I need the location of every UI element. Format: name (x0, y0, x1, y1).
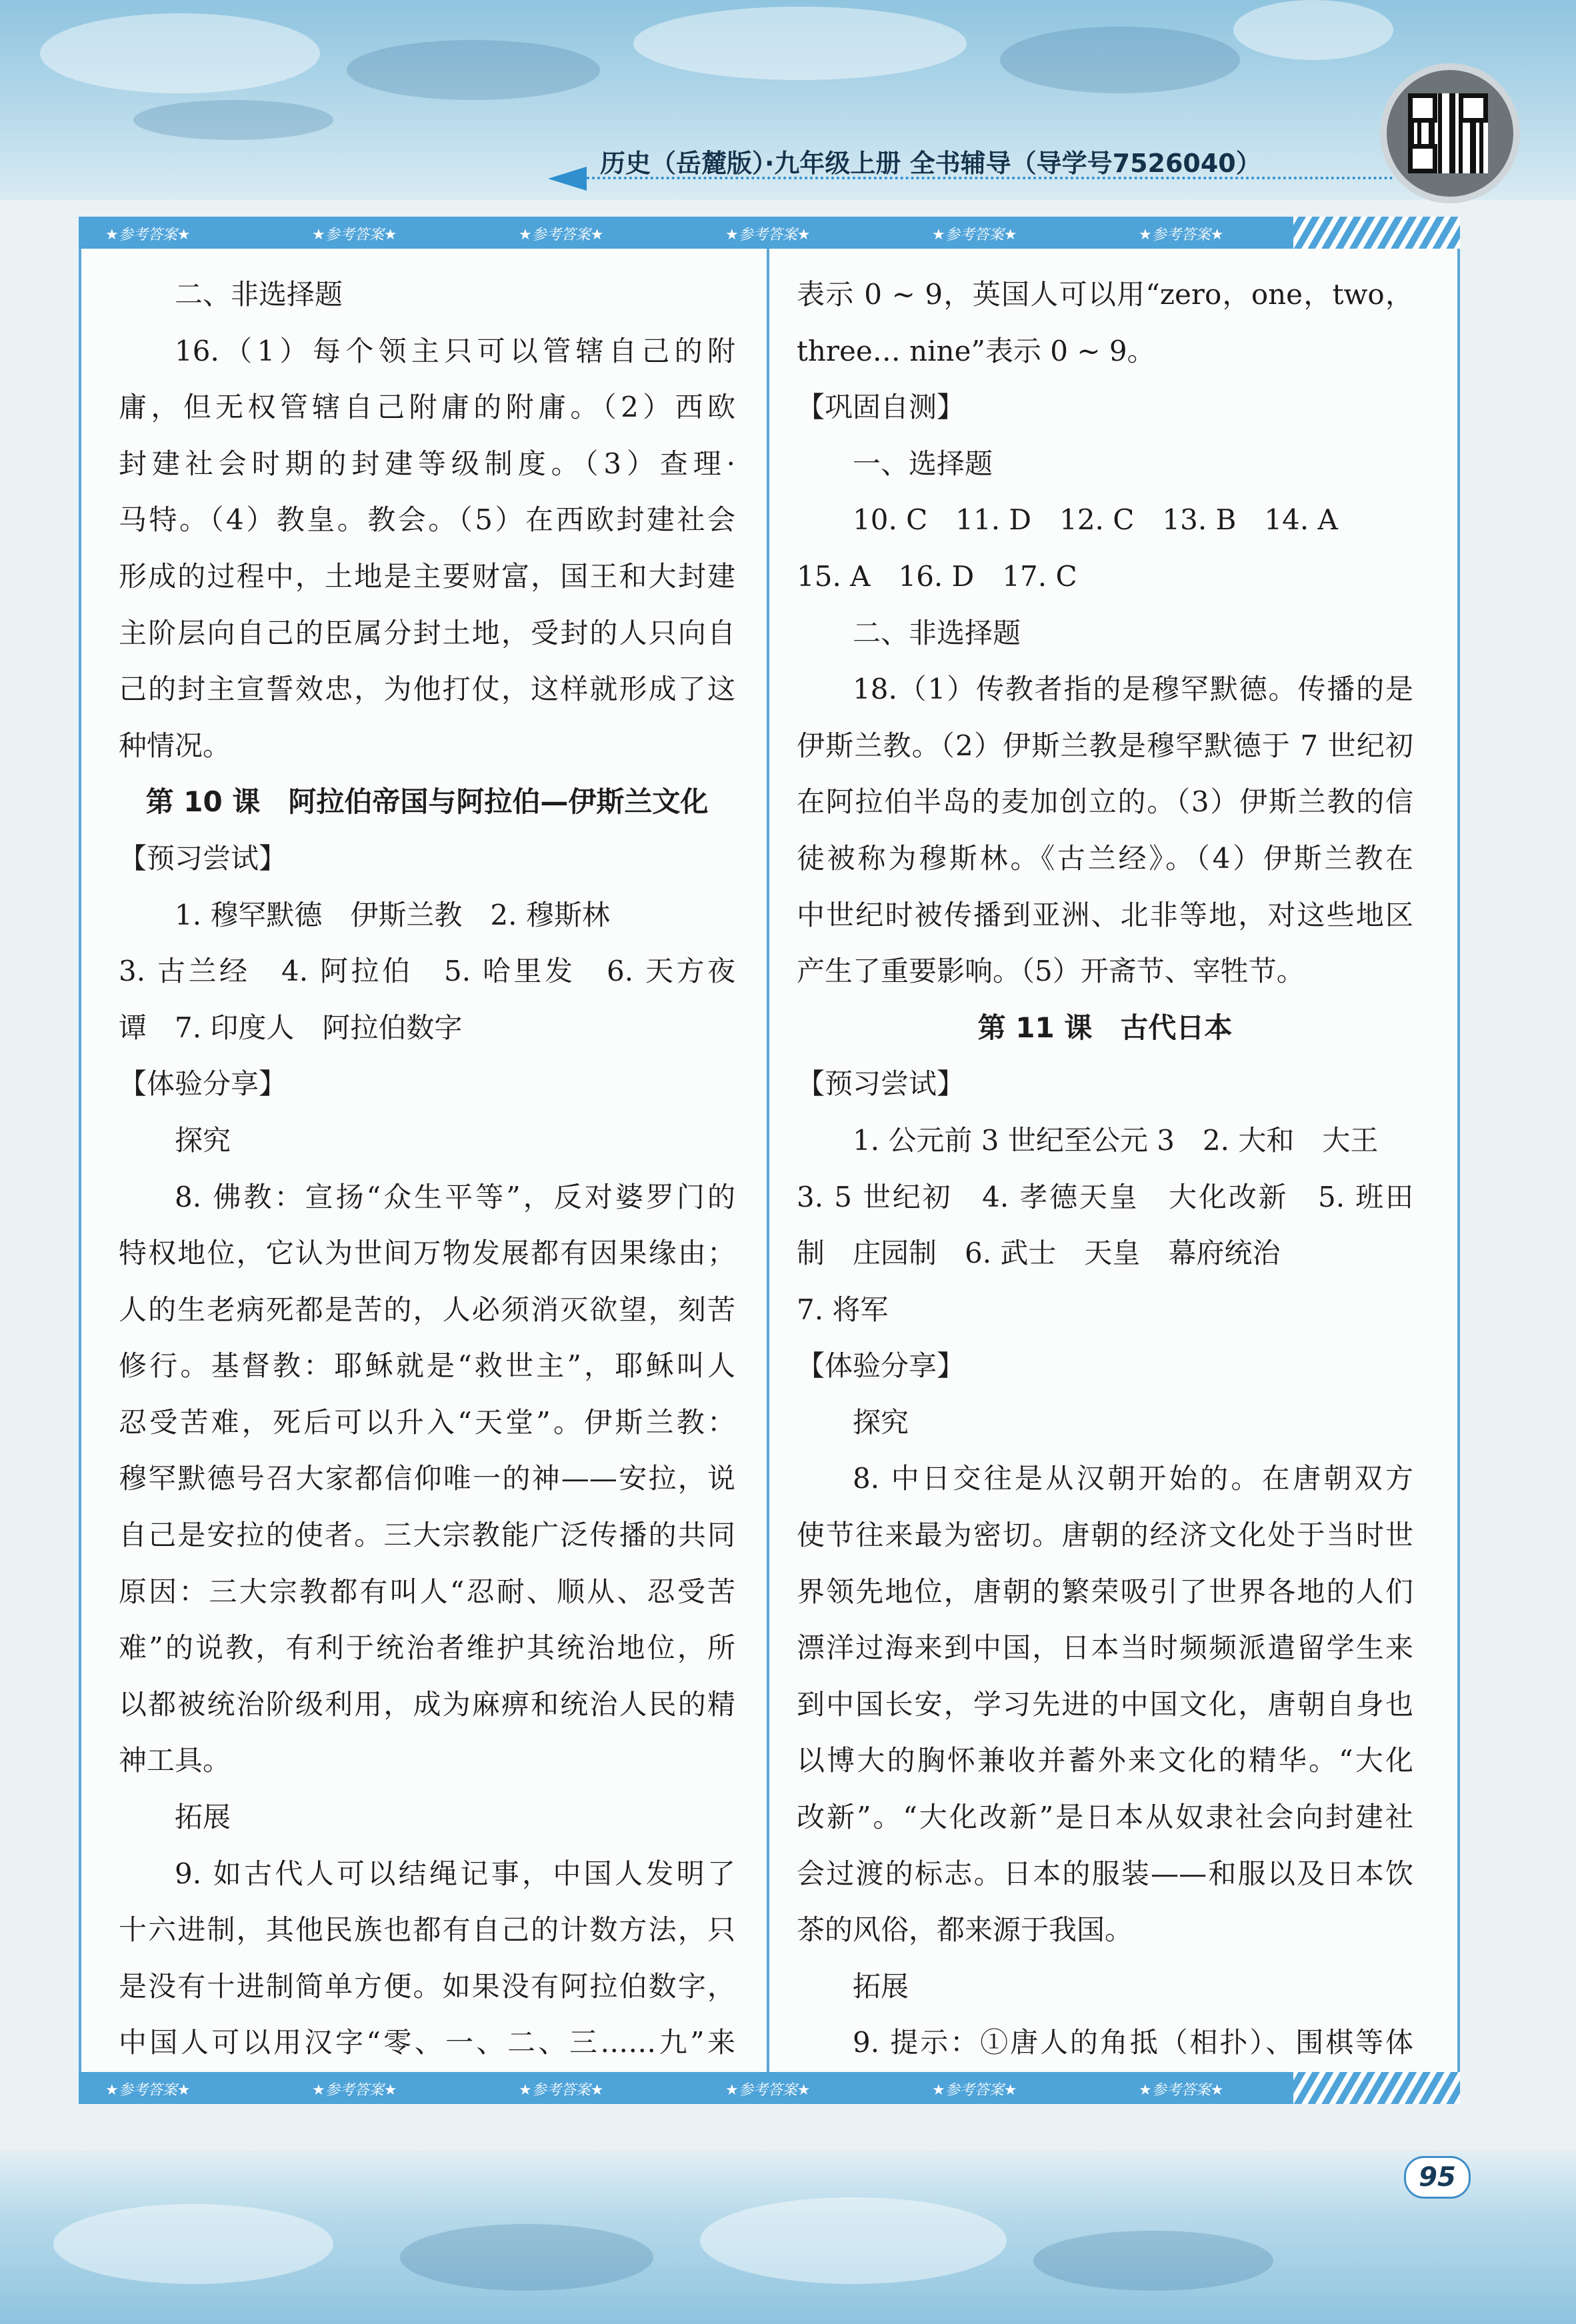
text-line: 使节往来最为密切。唐朝的经济文化处于当时世 (797, 1519, 1413, 1552)
text-line: 忍受苦难，死后可以升入“天堂”。伊斯兰教： (119, 1405, 735, 1439)
text-line: 1. 公元前 3 世纪至公元 3 2. 大和 大王 (853, 1123, 1379, 1157)
section-heading: 【体验分享】 (797, 1349, 965, 1383)
text-line: 界领先地位，唐朝的繁荣吸引了世界各地的人们 (797, 1575, 1413, 1608)
strip-label: ★参考答案★ (312, 227, 397, 243)
strip-label: ★参考答案★ (932, 2082, 1017, 2099)
text-line: 7. 将军 (797, 1293, 889, 1326)
sub-heading: 一、选择题 (853, 447, 993, 480)
text-line: 穆罕默德号召大家都信仰唯一的神——安拉，说 (119, 1462, 735, 1495)
strip-label: ★参考答案★ (1139, 227, 1224, 243)
text-line: 1. 穆罕默德 伊斯兰教 2. 穆斯林 (175, 898, 610, 931)
text-line: 形成的过程中，土地是主要财富，国王和大封建 (119, 559, 735, 593)
text-line: 徒被称为穆斯林。《古兰经》。（4）伊斯兰教在 (797, 841, 1413, 875)
qr-code-icon (1408, 93, 1488, 173)
text-line: 18.（1）传教者指的是穆罕默德。传播的是 (853, 673, 1413, 706)
answer-strip-bottom (79, 2072, 1460, 2104)
text-line: 到中国长安，学习先进的中国文化，唐朝自身也 (797, 1687, 1413, 1721)
text-line: 伊斯兰教。（2）伊斯兰教是穆罕默德于 7 世纪初 (797, 729, 1413, 762)
strip-hatch (1293, 2072, 1460, 2104)
section-heading: 【巩固自测】 (797, 391, 965, 424)
section-heading: 【体验分享】 (119, 1067, 287, 1101)
text-line: 难”的说教，有利于统治者维护其统治地位，所 (119, 1631, 735, 1665)
text-line: 产生了重要影响。（5）开斋节、宰牲节。 (797, 955, 1305, 988)
text-line: 3. 5 世纪初 4. 孝德天皇 大化改新 5. 班田 (797, 1180, 1413, 1213)
strip-label: ★参考答案★ (932, 227, 1017, 243)
sub-heading: 二、非选择题 (853, 616, 1021, 649)
text-line: 改新”。“大化改新”是日本从奴隶社会向封建社 (797, 1801, 1413, 1834)
strip-label: ★参考答案★ (105, 227, 191, 243)
answer-strip-top (79, 217, 1460, 249)
right-column (797, 267, 1413, 2071)
strip-label: ★参考答案★ (519, 227, 604, 243)
text-line: 己的封主宣誓效忠，为他打仗，这样就形成了这 (119, 673, 735, 706)
column-divider (767, 249, 769, 2072)
text-line: 人的生老病死都是苦的，人必须消灭欲望，刻苦 (119, 1293, 735, 1326)
text-line: 9. 提示：①唐人的角抵（相扑）、围棋等体 (853, 2026, 1413, 2059)
section-heading: 【预习尝试】 (119, 841, 287, 875)
bottom-decorative-band (0, 2151, 1576, 2324)
section-heading: 【预习尝试】 (797, 1067, 965, 1101)
text-line: 茶的风俗，都来源于我国。 (797, 1913, 1133, 1947)
text-line: 谭 7. 印度人 阿拉伯数字 (119, 1011, 463, 1044)
text-line: three… nine”表示 0 ~ 9。 (797, 334, 1155, 367)
sub-heading: 探究 (175, 1123, 231, 1157)
text-line: 会过渡的标志。日本的服装——和服以及日本饮 (797, 1857, 1413, 1890)
header-arrow-icon (548, 167, 587, 191)
text-line: 16.（1）每个领主只可以管辖自己的附 (175, 334, 735, 367)
text-line: 庸，但无权管辖自己附庸的附庸。（2）西欧 (119, 391, 735, 424)
text-line: 3. 古兰经 4. 阿拉伯 5. 哈里发 6. 天方夜 (119, 955, 735, 988)
text-line: 漂洋过海来到中国，日本当时频频派遣留学生来 (797, 1631, 1413, 1665)
strip-label: ★参考答案★ (312, 2082, 397, 2099)
text-line: 修行。基督教：耶稣就是“救世主”，耶稣叫人 (119, 1349, 735, 1383)
text-line: 中国人可以用汉字“零、一、二、三……九”来 (119, 2026, 735, 2059)
text-line: 在阿拉伯半岛的麦加创立的。（3）伊斯兰教的信 (797, 785, 1413, 819)
text-line: 主阶层向自己的臣属分封土地，受封的人只向自 (119, 616, 735, 649)
answer-line: 10. C 11. D 12. C 13. B 14. A (853, 503, 1338, 537)
left-column (119, 267, 735, 2071)
strip-label: ★参考答案★ (725, 227, 811, 243)
text-line: 9. 如古代人可以结绳记事，中国人发明了 (175, 1857, 735, 1890)
text-line: 封建社会时期的封建等级制度。（3）查理· (119, 447, 735, 480)
text-line: 是没有十进制简单方便。如果没有阿拉伯数字， (119, 1969, 735, 2003)
book-header-title: 历史（岳麓版）·九年级上册 全书辅导（导学号7526040） (600, 149, 1261, 178)
text-line: 十六进制，其他民族也都有自己的计数方法，只 (119, 1913, 735, 1947)
strip-label: ★参考答案★ (519, 2082, 604, 2099)
answer-line: 15. A 16. D 17. C (797, 559, 1077, 593)
lesson-title: 第 10 课 阿拉伯帝国与阿拉伯—伊斯兰文化 (145, 785, 709, 819)
sub-heading: 拓展 (175, 1801, 231, 1834)
strip-label: ★参考答案★ (105, 2082, 191, 2099)
text-line: 以博大的胸怀兼收并蓄外来文化的精华。“大化 (797, 1744, 1413, 1777)
text-line: 8. 中日交往是从汉朝开始的。在唐朝双方 (853, 1462, 1413, 1495)
lesson-title: 第 11 课 古代日本 (977, 1011, 1233, 1044)
text-line: 马特。（4）教皇。教会。（5）在西欧封建社会 (119, 503, 735, 537)
strip-label: ★参考答案★ (725, 2082, 811, 2099)
text-line: 8. 佛教：宣扬“众生平等”，反对婆罗门的 (175, 1180, 735, 1213)
text-line: 种情况。 (119, 729, 231, 762)
text-line: 表示 0 ~ 9，英国人可以用“zero，one，two， (797, 278, 1413, 311)
section-heading: 二、非选择题 (175, 278, 343, 311)
strip-label: ★参考答案★ (1139, 2082, 1224, 2099)
text-line: 以都被统治阶级利用，成为麻痹和统治人民的精 (119, 1687, 735, 1721)
sub-heading: 探究 (853, 1405, 909, 1439)
text-line: 中世纪时被传播到亚洲、北非等地，对这些地区 (797, 898, 1413, 931)
text-line: 特权地位，它认为世间万物发展都有因果缘由； (119, 1237, 735, 1270)
sub-heading: 拓展 (853, 1969, 909, 2003)
text-line: 神工具。 (119, 1744, 231, 1777)
text-line: 原因：三大宗教都有叫人“忍耐、顺从、忍受苦 (119, 1575, 735, 1608)
page-number: 95 (1404, 2156, 1471, 2199)
strip-hatch (1293, 217, 1460, 249)
text-line: 自己是安拉的使者。三大宗教能广泛传播的共同 (119, 1519, 735, 1552)
text-line: 制 庄园制 6. 武士 天皇 幕府统治 (797, 1237, 1281, 1270)
